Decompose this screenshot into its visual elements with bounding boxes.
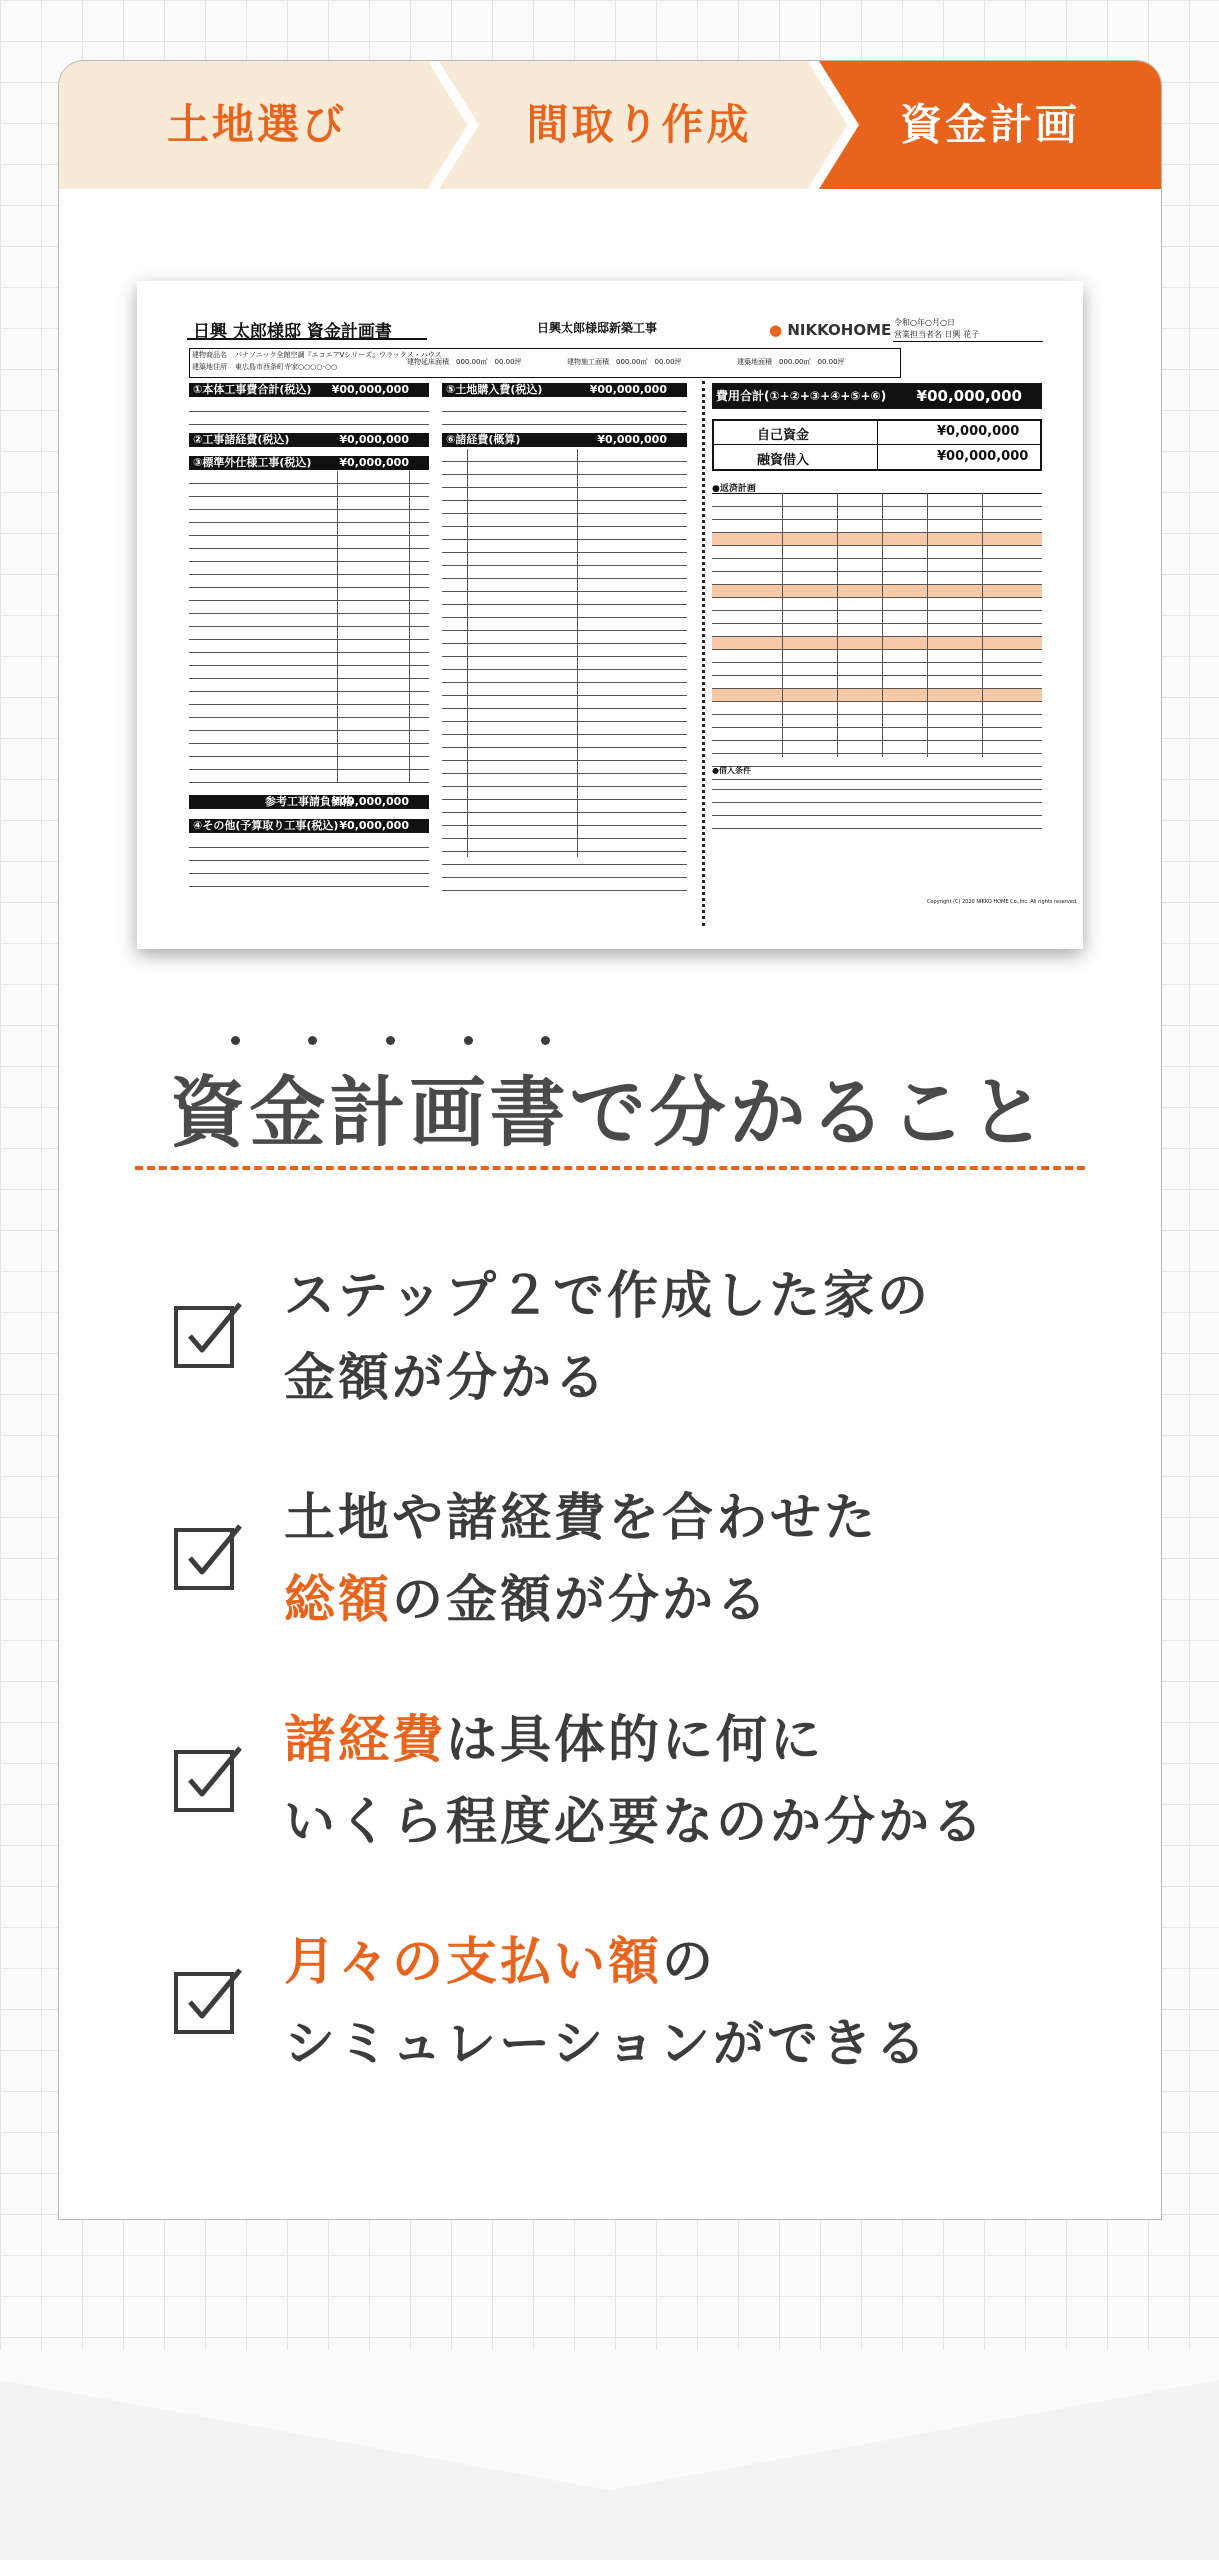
doc-copyright: Copyright (C) 2020 NIKKO HOME Co.,Inc. All rights reserved. — [927, 899, 1078, 905]
doc-loan-conditions: ●借入条件 — [712, 766, 751, 775]
doc-loan: 融資借入 — [757, 453, 810, 468]
doc-area-1: 建物延床面積 000.00㎡ 00.00坪 — [407, 358, 522, 366]
doc-project: 日興太郎様邸新築工事 — [537, 321, 658, 335]
bottom-background-band — [0, 2350, 1219, 2560]
step-tab-floorplan[interactable]: 間取り作成 — [526, 100, 752, 149]
doc-repayment-title: ●返済計画 — [712, 484, 756, 494]
step-tab-land[interactable]: 土地選び — [166, 100, 347, 149]
benefit-text: 諸経費は具体的に何に いくら程度必要なのか分かる — [284, 1711, 987, 1852]
step-tab-funding[interactable]: 資金計画 — [899, 100, 1080, 149]
funding-plan-document-image — [137, 281, 1083, 949]
checkbox-icon — [172, 1520, 246, 1594]
doc-address: 東広島市西条町寺家○○○○-○○ — [235, 363, 338, 371]
doc-area-2: 建物施工面積 000.00㎡ 00.00坪 — [567, 358, 682, 366]
doc-standard-cost: ③標準外仕様工事(税込) ¥0,000,000 — [189, 456, 429, 470]
doc-misc-cost: ⑥諸経費(概算) ¥0,000,000 — [442, 433, 687, 447]
doc-building-product: パナソニック全館空調『エコエアVシリーズ』ウラックス・ハウス — [235, 351, 442, 359]
doc-total-cost: 費用合計(①+②+③+④+⑤+⑥) ¥00,000,000 — [712, 383, 1042, 409]
doc-logo: ● NIKKOHOME — [769, 321, 892, 339]
emphasis-dots — [220, 1036, 580, 1050]
step-progress-bar — [59, 61, 1161, 189]
doc-title: 日興 太郎様邸 資金計画書 — [193, 322, 392, 342]
doc-other-cost: ④その他(予算取り工事(税込) ¥0,000,000 — [189, 819, 429, 833]
doc-main-cost: ①本体工事費合計(税込) ¥00,000,000 — [189, 383, 429, 397]
doc-loan-amount: ¥00,000,000 — [937, 449, 1029, 464]
benefit-text: 月々の支払い額の シミュレーションができる — [284, 1933, 929, 2074]
section-heading: 資金計画書で分かること — [169, 1068, 1050, 1157]
doc-area-3: 建築地面積 000.00㎡ 00.00坪 — [737, 358, 845, 366]
benefit-text: ステップ２で作成した家の 金額が分かる — [284, 1267, 931, 1408]
doc-own-funds: 自己資金 — [757, 428, 810, 443]
checkbox-icon — [172, 1964, 246, 2038]
heading-dashed-rule — [135, 1166, 1085, 1170]
doc-date: 令和○年○月○日 — [894, 318, 955, 327]
doc-staff: 営業担当者名 日興 花子 — [894, 330, 980, 339]
doc-construction-cost: ②工事諸経費(税込) ¥0,000,000 — [189, 433, 429, 447]
doc-reference-price: 参考工事請負価格 ¥00,000,000 — [189, 795, 429, 809]
checkbox-icon — [172, 1742, 246, 1816]
doc-label-building: 建物商品名 — [192, 351, 227, 359]
doc-land-cost: ⑤土地購入費(税込) ¥00,000,000 — [442, 383, 687, 397]
doc-own-funds-amount: ¥0,000,000 — [937, 424, 1020, 439]
doc-label-address: 建築地住所 — [192, 363, 227, 371]
checkbox-icon — [172, 1298, 246, 1372]
benefit-text: 土地や諸経費を合わせた 総額の金額が分かる — [284, 1489, 879, 1630]
